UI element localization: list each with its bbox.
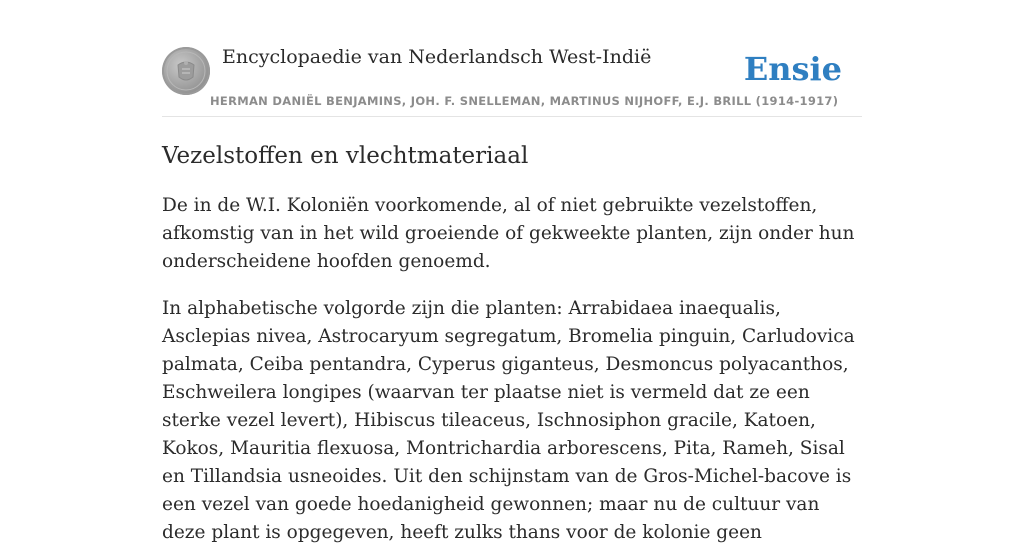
seal-icon[interactable]: [162, 47, 210, 95]
article-paragraph-1: De in de W.I. Koloniën voorkomende, al of niet gebruikte vezelstoffen, afkomstig van in het wild groeiende of gekweekte planten, zijn onder hun onderscheidene hoofden genoemd.: [162, 195, 855, 272]
encyclopedia-title[interactable]: Encyclopaedie van Nederlandsch West-Indië: [222, 46, 652, 68]
authors-line: HERMAN DANIËL BENJAMINS, JOH. F. SNELLEMAN, MARTINUS NIJHOFF, E.J. BRILL (1914-1917): [210, 94, 839, 108]
brand-logo[interactable]: Ensie: [743, 50, 842, 88]
article-title: Vezelstoffen en vlechtmateriaal: [162, 143, 529, 169]
article-paragraph-2: In alphabetische volgorde zijn die planten: Arrabidaea inaequalis, Asclepias nivea, Astrocaryum segregatum, Bromelia pinguin, Carludovica palmata, Ceiba pentandra, Cyperus giganteus, Desmoncus polyacanthos, Eschweilera longipes (waarvan ter plaatse niet is vermeld dat ze een sterke vezel levert), Hibiscus tileaceus, Ischnosiphon gracile, Katoen, Kokos, Mauritia flexuosa, Montrichardia arborescens, Pita, Rameh, Sisal en Tillandsia usneoides. Uit den schijnstam van de Gros-Michel-bacove is een vezel van goede hoedanigheid gewonnen; maar nu de cultuur van deze plant is opgegeven, heeft zulks thans voor de kolonie geen: [162, 298, 855, 543]
site-header: [162, 0, 862, 117]
seal-emblem: [162, 47, 210, 95]
page: [162, 0, 862, 547]
